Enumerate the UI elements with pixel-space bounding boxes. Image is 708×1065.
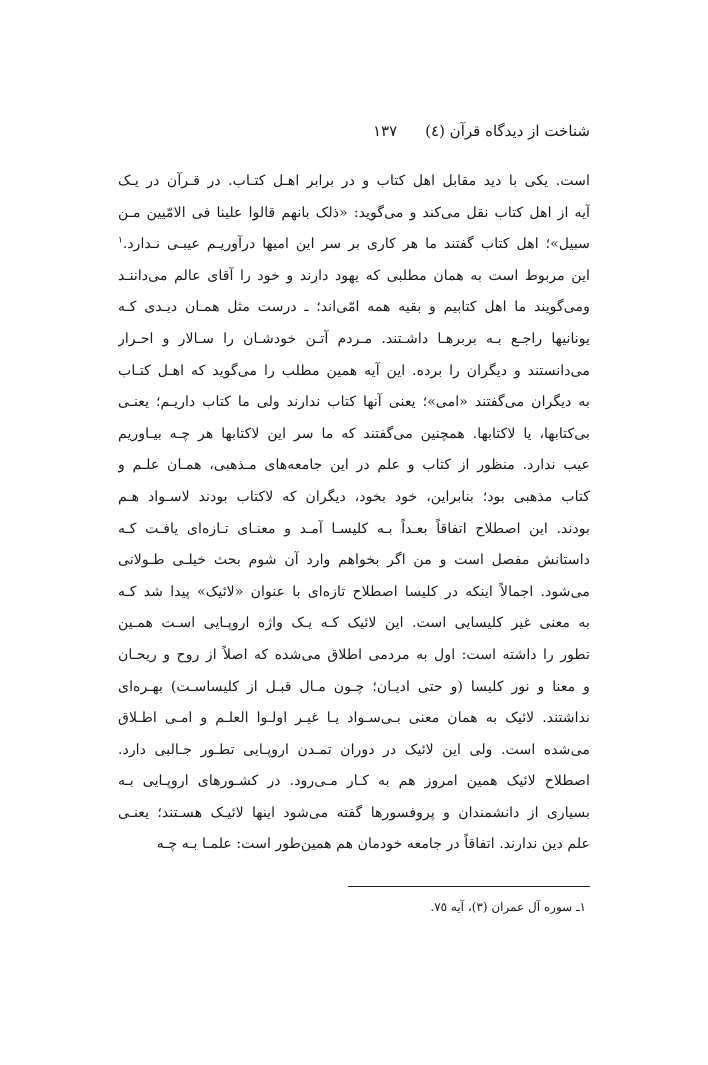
- text-line-content: سبیل»؛ اهل کتاب گفتند ما هر کاری بر سر این امیها درآوریـم عیبـی نـدارد.: [122, 236, 590, 253]
- text-line: است. یکی با دید مقابل اهل کتاب و در برابر اهـل کتـاب. در قـرآن در یـک: [118, 173, 590, 189]
- text-line: به معنی غیر کلیسایی است. این لائیک کـه یـک واژه اروپـایی اسـت همـین: [118, 615, 590, 632]
- text-line: نداشتند. لائیک به همان معنی بـی‌سـواد یـا غیـر اولـوا العلـم و امـی اطـلاق: [118, 710, 590, 727]
- text-line: می‌شود. اجمالاً اینکه در کلیسا اصطلاح تازه‌ای با عنوان «لائیک» پیدا شد کـه: [118, 583, 590, 600]
- page-number: ١٣٧: [372, 122, 398, 140]
- text-line: علم دین ندارند. اتفاقاً در جامعه خودمان هم همین‌طور است: علمـا بـه چـه: [156, 836, 590, 853]
- text-line: یونانیها راجـع بـه بربرهـا داشـتند. مـردم آتـن خودشـان را سـالار و احـرار: [118, 330, 590, 347]
- text-line: به دیگران می‌گفتند «امی»؛ یعنی آنها کتاب ندارند ولی ما کتاب داریـم؛ یعنـی: [118, 394, 590, 411]
- text-line: بودند. این اصطلاح اتفاقاً بعـداً بـه کلیسـا آمـد و معنـای تـازه‌ای یافـت کـه: [118, 520, 590, 537]
- text-line: می‌شده است. ولی این لائیک در دوران تمـدن اروپـایی تطـور جـالبی دارد.: [118, 741, 590, 758]
- text-line: بسیاری از دانشمندان و پروفسورها گفته می‌شود اینها لائیـک هسـتند؛ یعنـی: [118, 804, 590, 821]
- text-line: و معنا و نور کلیسا (و حتی ادیـان؛ چـون مـال قبـل از کلیساسـت) بهـره‌ای: [118, 678, 590, 695]
- text-line: این مربوط است به همان مطلبی که یهود دارند و خود را آقای عالم می‌داننـد: [118, 267, 590, 284]
- text-line: کتاب مذهبی بود؛ بنابراین، خود بخود، دیگران که لاکتاب بودند لاسـواد هـم: [118, 488, 590, 505]
- text-line: تطور را داشته است: اول به مردمی اطلاق می‌شده که اصلاً از روح و ریحـان: [118, 646, 590, 663]
- text-line: عیب ندارد. منظور از کتاب و علم در این جامعه‌های مـذهبی، همـان علـم و: [118, 457, 590, 474]
- text-line: آیه از اهل کتاب نقل می‌کند و می‌گوید: «ذلک بانهم قالوا علینا فی الامّیین مـن: [118, 204, 590, 221]
- text-line: می‌دانستند و دیگران را برده. این آیه همین مطلب را می‌گوید که اهـل کتـاب: [118, 362, 590, 379]
- running-header-title: شناخت از دیدگاه قرآن (٤): [425, 122, 590, 140]
- footnote-divider: [348, 886, 590, 887]
- footnote: ١ـ سوره آل عمران (٣)، آیه ٧٥.: [430, 900, 586, 914]
- text-line: ومی‌گویند ما اهل کتابیم و بقیه همه امّی‌اند؛ ـ درست مثل همـان دیـدی کـه: [118, 299, 590, 316]
- footnote-marker: ١: [118, 235, 123, 246]
- text-line: بی‌کتابها، یا لاکتابها. همچنین می‌گفتند که ما سر این لاکتابها هر چـه بیـاوریم: [118, 425, 590, 442]
- text-line: اصطلاح لائیک همین امروز هم به کـار مـی‌رود. در کشـورهای اروپـایی بـه: [118, 773, 590, 790]
- text-line: داستانش مفصل است و من اگر بخواهم وارد آن شوم بحث خیلـی طـولانی: [118, 552, 590, 569]
- body-text: [118, 166, 590, 861]
- text-line: [118, 229, 590, 261]
- running-header: [118, 118, 590, 144]
